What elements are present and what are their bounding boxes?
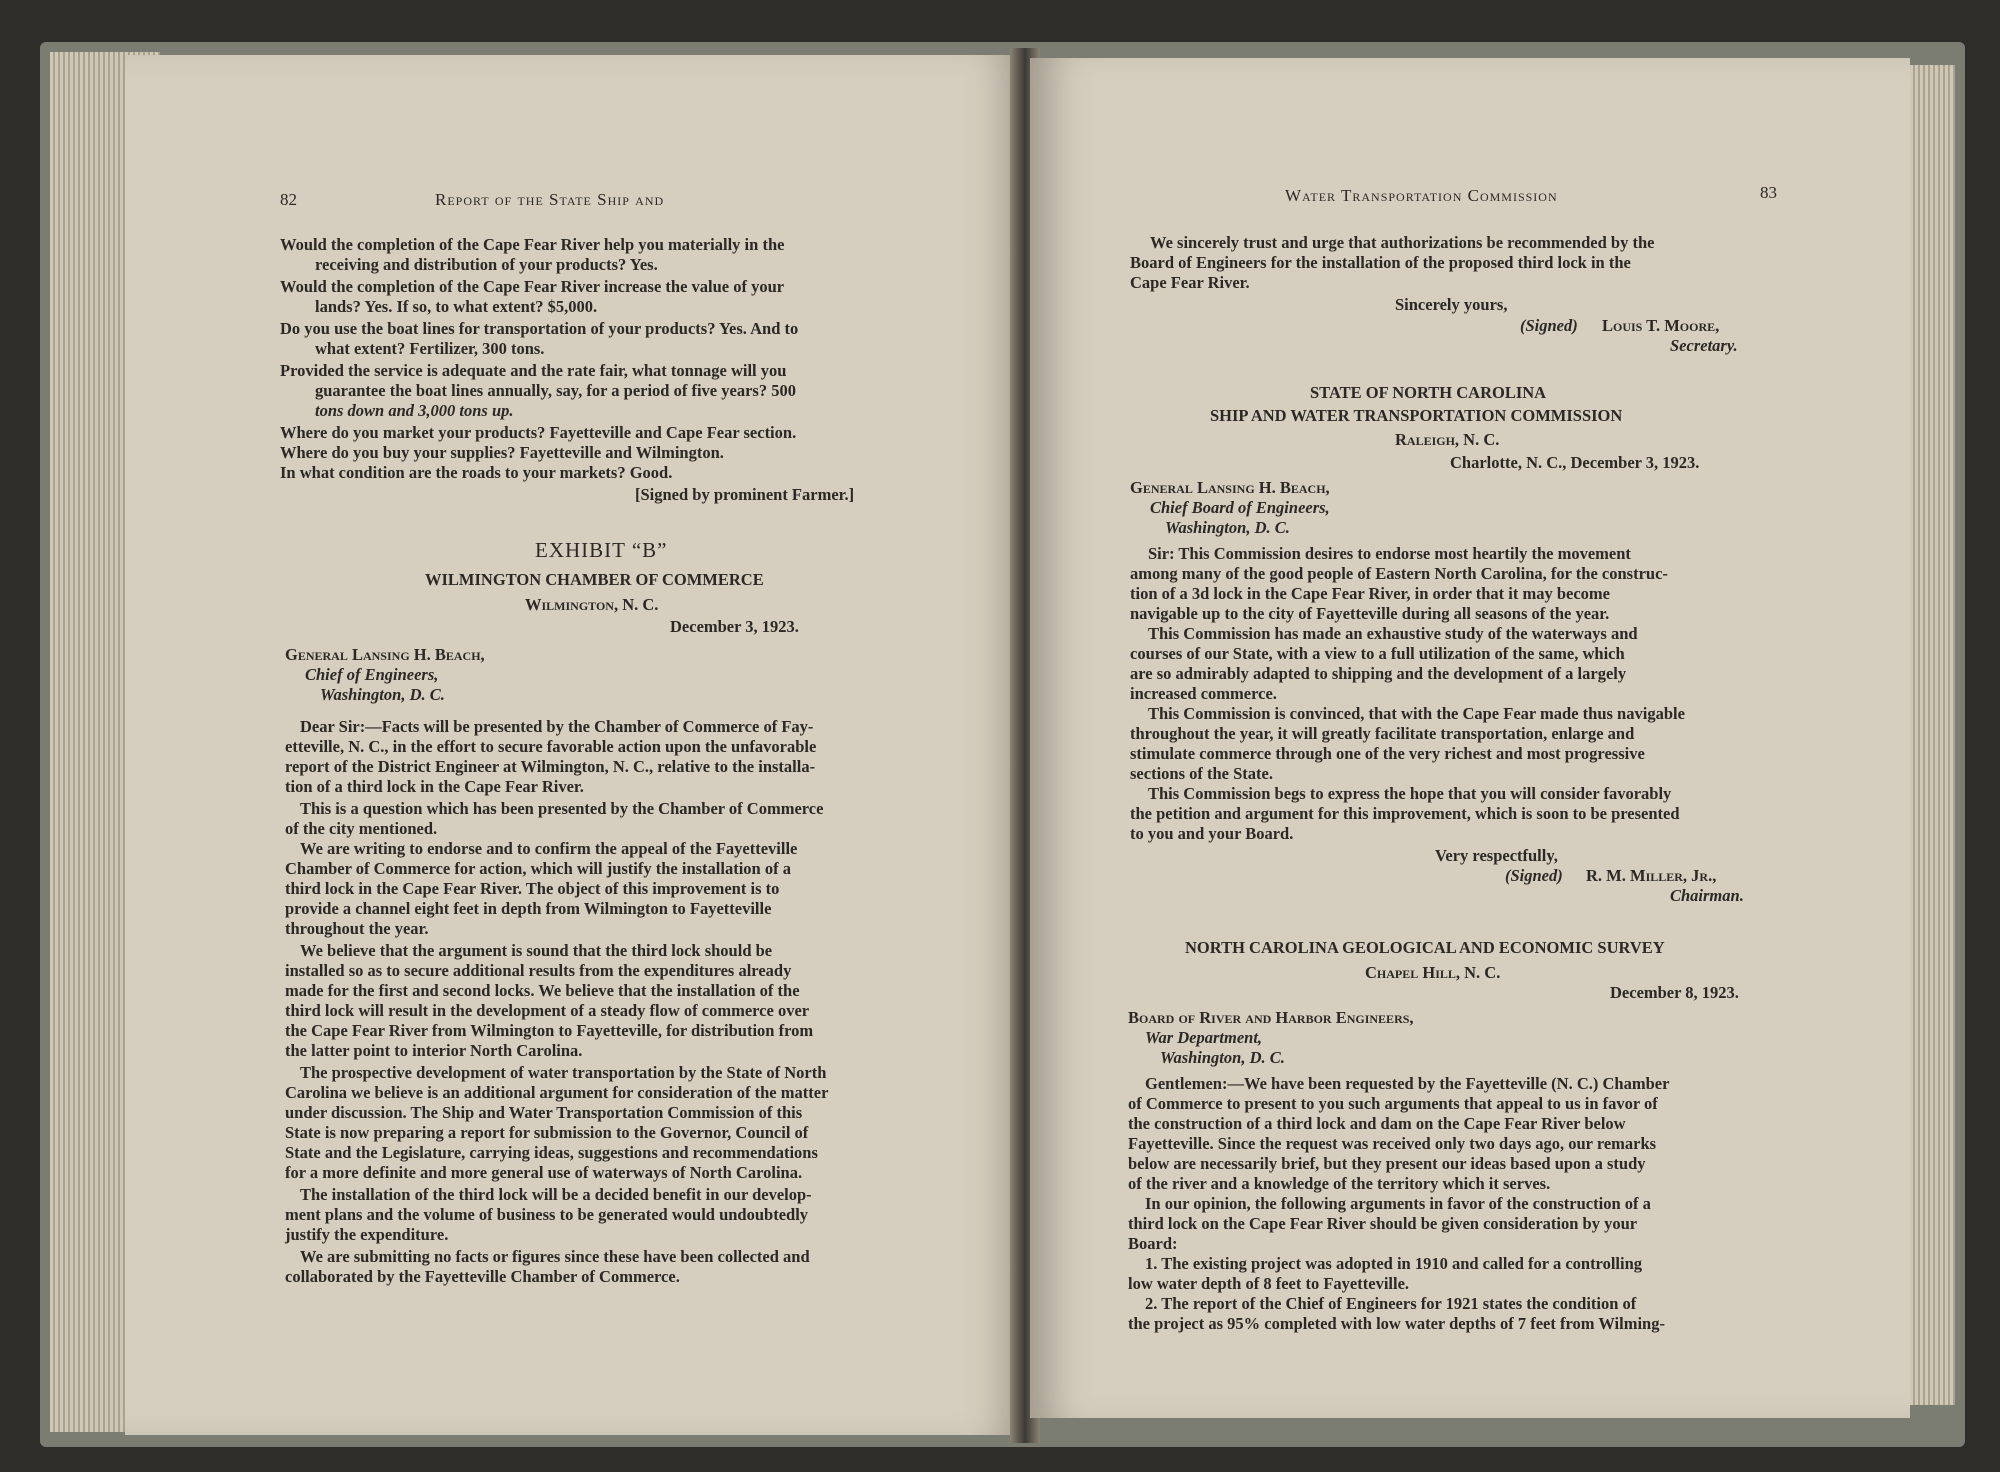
- date: December 3, 1923.: [670, 617, 799, 636]
- running-head-left: Report of the State Ship and: [435, 190, 665, 209]
- intro-line: Cape Fear River.: [1130, 273, 1250, 292]
- body-line: tion of a third lock in the Cape Fear River.: [285, 777, 584, 796]
- body-line: third lock in the Cape Fear River. The object of this improvement is to: [285, 879, 780, 898]
- body-line: made for the first and second locks. We believe that the installation of the: [285, 981, 800, 1000]
- body-line: among many of the good people of Eastern North Carolina, for the construc-: [1130, 564, 1668, 583]
- body-line: of the river and a knowledge of the territory which it serves.: [1128, 1174, 1551, 1193]
- body-line: etteville, N. C., in the effort to secure favorable action upon the unfavorable: [285, 737, 817, 756]
- body-line: We are submitting no facts or figures since these have been collected and: [300, 1247, 810, 1266]
- addressee-line: War Department,: [1145, 1028, 1263, 1047]
- body-line: collaborated by the Fayetteville Chamber of Commerce.: [285, 1267, 680, 1286]
- body-line: report of the District Engineer at Wilmington, N. C., relative to the installa-: [285, 757, 816, 776]
- page-number-right: 83: [1760, 183, 1777, 202]
- body-line: the project as 95% completed with low water depths of 7 feet from Wilming-: [1128, 1314, 1665, 1333]
- addressee-line: Washington, D. C.: [320, 685, 445, 704]
- body-line: tion of a 3d lock in the Cape Fear River, in order that it may become: [1130, 584, 1610, 603]
- addressee-line: Chief Board of Engineers,: [1150, 498, 1330, 517]
- signed-title: Chairman.: [1670, 886, 1744, 905]
- body-line: justify the expenditure.: [285, 1225, 449, 1244]
- body-line: In our opinion, the following arguments in favor of the construction of a: [1145, 1194, 1651, 1213]
- body-line: The prospective development of water transportation by the State of North: [300, 1063, 827, 1082]
- closing-line: Very respectfully,: [1435, 846, 1558, 865]
- body-line: navigable up to the city of Fayetteville during all seasons of the year.: [1130, 604, 1610, 623]
- body-line: ment plans and the volume of business to be generated would undoubtedly: [285, 1205, 809, 1224]
- body-line: below are necessarily brief, but they present our ideas based upon a study: [1128, 1154, 1646, 1173]
- place-date: Charlotte, N. C., December 3, 1923.: [1450, 453, 1700, 472]
- body-line: installed so as to secure additional results from the expenditures already: [285, 961, 792, 980]
- state-title: STATE OF NORTH CAROLINA: [1310, 383, 1547, 402]
- qa-line: Would the completion of the Cape Fear River increase the value of your: [280, 277, 785, 296]
- qa-line: Where do you market your products? Fayetteville and Cape Fear section.: [280, 423, 797, 442]
- body-line: This Commission begs to express the hope that you will consider favorably: [1148, 784, 1672, 803]
- body-line: Gentlemen:—We have been requested by the Fayetteville (N. C.) Chamber: [1145, 1074, 1670, 1093]
- page-number-left: 82: [280, 190, 297, 209]
- intro-line: Board of Engineers for the installation of the proposed third lock in the: [1130, 253, 1631, 272]
- body-line: Dear Sir:—Facts will be presented by the Chamber of Commerce of Fay-: [300, 717, 814, 736]
- qa-signature: [Signed by prominent Farmer.]: [635, 485, 855, 504]
- qa-line: Do you use the boat lines for transportation of your products? Yes. And to: [280, 319, 799, 338]
- body-line: This is a question which has been presented by the Chamber of Commerce: [300, 799, 824, 818]
- body-line: State and the Legislature, carrying ideas, suggestions and recommendations: [285, 1143, 818, 1162]
- body-line: the Cape Fear River from Wilmington to Fayetteville, for distribution from: [285, 1021, 814, 1040]
- body-line: of Commerce to present to you such arguments that appeal to us in favor of: [1128, 1094, 1658, 1113]
- addressee-line: Board of River and Harbor Engineers,: [1128, 1008, 1414, 1027]
- body-line: We are writing to endorse and to confirm the appeal of the Fayetteville: [300, 839, 798, 858]
- qa-line: In what condition are the roads to your markets? Good.: [280, 463, 673, 482]
- running-head-right: Water Transportation Commission: [1285, 186, 1558, 205]
- addressee-line: General Lansing H. Beach,: [1130, 478, 1330, 497]
- body-line: Chamber of Commerce for action, which will justify the installation of a: [285, 859, 791, 878]
- exhibit-title: EXHIBIT “B”: [535, 538, 668, 562]
- signed-label: (Signed): [1505, 866, 1563, 885]
- org-title: WILMINGTON CHAMBER OF COMMERCE: [425, 570, 764, 589]
- qa-line: Where do you buy your supplies? Fayetteville and Wilmington.: [280, 443, 724, 462]
- body-line: 1. The existing project was adopted in 1910 and called for a controlling: [1145, 1254, 1643, 1273]
- body-line: low water depth of 8 feet to Fayetteville.: [1128, 1274, 1410, 1293]
- right-page: [1030, 58, 1910, 1418]
- body-line: provide a channel eight feet in depth from Wilmington to Fayetteville: [285, 899, 772, 918]
- body-line: sections of the State.: [1130, 764, 1273, 783]
- date: December 8, 1923.: [1610, 983, 1739, 1002]
- addressee-line: Chief of Engineers,: [305, 665, 439, 684]
- body-line: increased commerce.: [1130, 684, 1277, 703]
- intro-line: We sincerely trust and urge that authorizations be recommended by the: [1150, 233, 1655, 252]
- body-line: stimulate commerce through one of the very richest and most progressive: [1130, 744, 1645, 763]
- body-line: Fayetteville. Since the request was received only two days ago, our remarks: [1128, 1134, 1657, 1153]
- signed-name: R. M. Miller, Jr.,: [1586, 866, 1717, 885]
- qa-line: Provided the service is adequate and the rate fair, what tonnage will you: [280, 361, 787, 380]
- addressee-line: Washington, D. C.: [1160, 1048, 1285, 1067]
- body-line: Sir: This Commission desires to endorse most heartily the movement: [1148, 544, 1631, 563]
- body-line: the petition and argument for this improvement, which is soon to be presented: [1130, 804, 1680, 823]
- qa-line: guarantee the boat lines annually, say, for a period of five years? 500: [315, 381, 796, 400]
- body-line: Board:: [1128, 1234, 1178, 1253]
- body-line: Carolina we believe is an additional argument for consideration of the matter: [285, 1083, 829, 1102]
- body-line: the latter point to interior North Carolina.: [285, 1041, 583, 1060]
- addressee-line: Washington, D. C.: [1165, 518, 1290, 537]
- qa-line: lands? Yes. If so, to what extent? $5,000.: [315, 297, 598, 316]
- place: Chapel Hill, N. C.: [1365, 963, 1501, 982]
- survey-title: NORTH CAROLINA GEOLOGICAL AND ECONOMIC SURVEY: [1185, 938, 1665, 957]
- qa-line: tons down and 3,000 tons up.: [315, 401, 514, 420]
- body-line: The installation of the third lock will be a decided benefit in our develop-: [300, 1185, 812, 1204]
- left-page: [125, 55, 1025, 1435]
- qa-line: what extent? Fertilizer, 300 tons.: [315, 339, 545, 358]
- body-line: third lock will result in the development of a steady flow of commerce over: [285, 1001, 810, 1020]
- signed-name: Louis T. Moore,: [1602, 316, 1720, 335]
- addressee-line: General Lansing H. Beach,: [285, 645, 485, 664]
- body-line: throughout the year.: [285, 919, 429, 938]
- place: Wilmington, N. C.: [525, 595, 659, 614]
- body-line: the construction of a third lock and dam on the Cape Fear River below: [1128, 1114, 1626, 1133]
- closing-line: Sincerely yours,: [1395, 295, 1508, 314]
- body-line: This Commission has made an exhaustive study of the waterways and: [1148, 624, 1638, 643]
- signed-title: Secretary.: [1670, 336, 1738, 355]
- body-line: State is now preparing a report for submission to the Governor, Council of: [285, 1123, 809, 1142]
- body-line: are so admirably adapted to shipping and the development of a largely: [1130, 664, 1627, 683]
- signed-label: (Signed): [1520, 316, 1578, 335]
- body-line: of the city mentioned.: [285, 819, 438, 838]
- body-line: We believe that the argument is sound that the third lock should be: [300, 941, 773, 960]
- commission-title: SHIP AND WATER TRANSPORTATION COMMISSION: [1210, 406, 1623, 425]
- qa-line: receiving and distribution of your products? Yes.: [315, 255, 658, 274]
- body-line: This Commission is convinced, that with the Cape Fear made thus navigable: [1148, 704, 1685, 723]
- place: Raleigh, N. C.: [1395, 430, 1500, 449]
- body-line: courses of our State, with a view to a full utilization of the same, which: [1130, 644, 1625, 663]
- body-line: under discussion. The Ship and Water Transportation Commission of this: [285, 1103, 803, 1122]
- body-line: for a more definite and more general use of waterways of North Carolina.: [285, 1163, 803, 1182]
- body-line: 2. The report of the Chief of Engineers for 1921 states the condition of: [1145, 1294, 1637, 1313]
- qa-line: Would the completion of the Cape Fear River help you materially in the: [280, 235, 785, 254]
- body-line: to you and your Board.: [1130, 824, 1294, 843]
- body-line: throughout the year, it will greatly facilitate transportation, enlarge and: [1130, 724, 1635, 743]
- body-line: third lock on the Cape Fear River should be given consideration by your: [1128, 1214, 1638, 1233]
